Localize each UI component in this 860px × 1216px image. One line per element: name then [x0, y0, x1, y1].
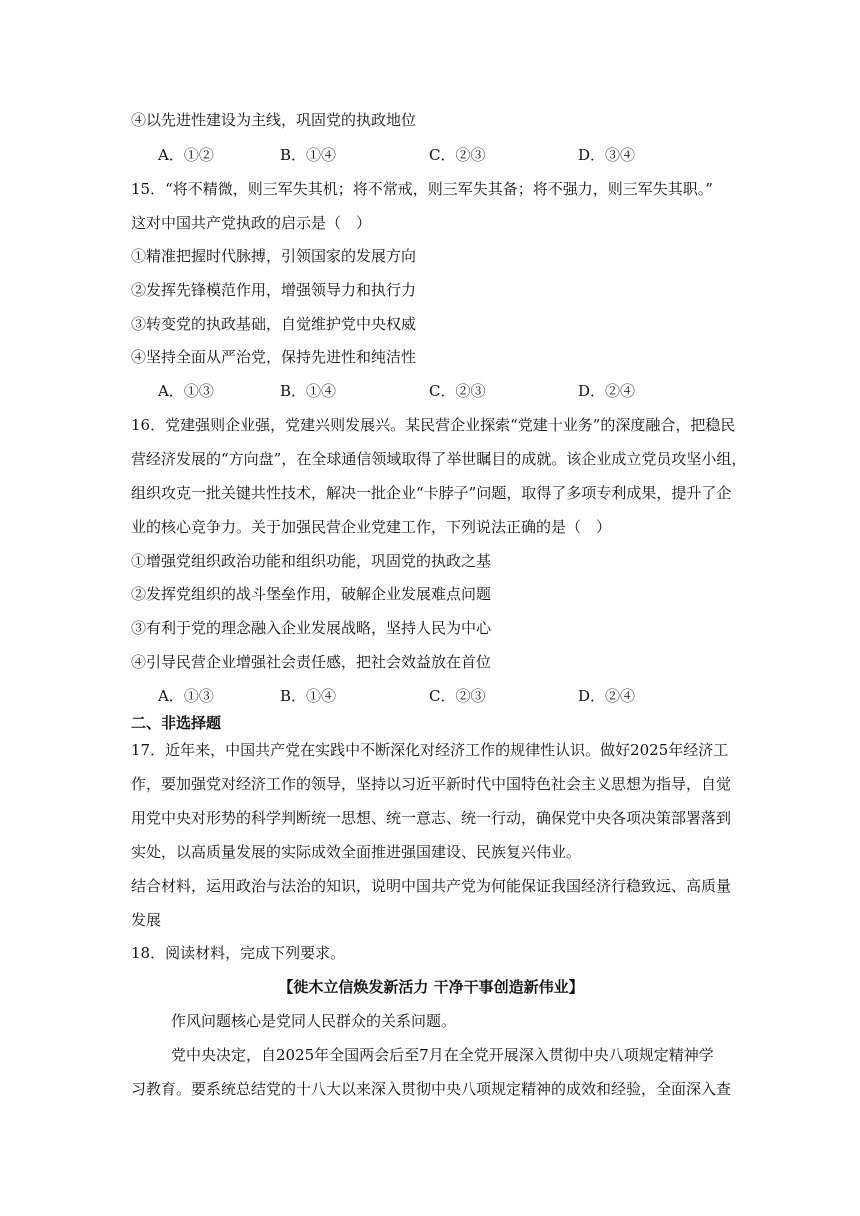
- q16-item-2: ②发挥党组织的战斗堡垒作用，破解企业发展难点问题: [131, 585, 492, 603]
- q18-para-2-line-2: 习教育。要系统总结党的十八大以来深入贯彻中央八项规定精神的成效和经验，全面深入查: [131, 1080, 732, 1098]
- q14-option-c[interactable]: C．②③: [429, 146, 486, 164]
- q15-stem-line-1: 15．“将不精微，则三军失其机；将不常戒，则三军失其备；将不强力，则三军失其职。”: [131, 180, 713, 198]
- q17-stem-line-4: 实处，以高质量发展的实际成效全面推进强国建设、民族复兴伟业。: [131, 843, 582, 861]
- q14-option-a[interactable]: A．①②: [158, 146, 214, 164]
- q16-item-3: ③有利于党的理念融入企业发展战略，坚持人民为中心: [131, 619, 492, 637]
- q17-task-line-1: 结合材料，运用政治与法治的知识，说明中国共产党为何能保证我国经济行稳致远、高质量: [131, 877, 732, 895]
- q16-stem-line-2: 营经济发展的“方向盘”，在全球通信领域取得了举世瞩目的成就。该企业成立党员攻坚小组，: [131, 450, 747, 468]
- q17-stem-line-3: 用党中央对形势的科学判断统一思想、统一意志、统一行动，确保党中央各项决策部署落到: [131, 809, 732, 827]
- q15-option-d[interactable]: D．②④: [578, 382, 636, 400]
- q18-stem: 18．阅读材料，完成下列要求。: [131, 944, 346, 962]
- section-2-heading: 二、非选择题: [131, 714, 222, 732]
- q16-stem-line-1: 16．党建强则企业强，党建兴则发展兴。某民营企业探索“党建十业务”的深度融合，把稳民: [131, 416, 736, 434]
- q15-item-3: ③转变党的执政基础，自觉维护党中央权威: [131, 315, 417, 333]
- q16-stem-line-4: 业的核心竞争力。关于加强民营企业党建工作，下列说法正确的是（ ）: [131, 518, 612, 536]
- q15-options: [158, 381, 718, 401]
- q15-item-4: ④坚持全面从严治党，保持先进性和纯洁性: [131, 348, 417, 366]
- q16-option-b[interactable]: B．①④: [280, 687, 337, 705]
- q15-option-c[interactable]: C．②③: [429, 382, 486, 400]
- q15-stem-line-2: 这对中国共产党执政的启示是（ ）: [131, 214, 372, 232]
- q16-option-c[interactable]: C．②③: [429, 687, 486, 705]
- q14-option-b[interactable]: B．①④: [280, 146, 337, 164]
- q16-options: [158, 686, 718, 706]
- q17-task-line-2: 发展: [131, 911, 162, 929]
- q15-item-2: ②发挥先锋模范作用，增强领导力和执行力: [131, 281, 417, 299]
- q16-item-4: ④引导民营企业增强社会责任感，把社会效益放在首位: [131, 653, 492, 671]
- q14-options: [158, 145, 718, 165]
- q16-item-1: ①增强党组织政治功能和组织功能，巩固党的执政之基: [131, 552, 492, 570]
- q17-stem-line-1: 17．近年来，中国共产党在实践中不断深化对经济工作的规律性认识。做好2025年经济工: [131, 741, 729, 759]
- q15-item-1: ①精准把握时代脉搏，引领国家的发展方向: [131, 247, 417, 265]
- q14-option-d[interactable]: D．③④: [578, 146, 636, 164]
- q18-para-2-line-1: 党中央决定，自2025年全国两会后至7月在全党开展深入贯彻中央八项规定精神学: [171, 1046, 714, 1064]
- q16-option-a[interactable]: A．①③: [158, 687, 214, 705]
- q14-item-4: ④以先进性建设为主线，巩固党的执政地位: [131, 111, 417, 129]
- q17-stem-line-2: 作，要加强党对经济工作的领导，坚持以习近平新时代中国特色社会主义思想为指导，自觉: [131, 775, 732, 793]
- q15-option-b[interactable]: B．①④: [280, 382, 337, 400]
- q15-option-a[interactable]: A．①③: [158, 382, 214, 400]
- q16-stem-line-3: 组织攻克一批关键共性技术，解决一批企业“卡脖子”问题，取得了多项专利成果，提升了企: [131, 484, 732, 502]
- q16-option-d[interactable]: D．②④: [578, 687, 636, 705]
- q18-material-title: 【徙木立信焕发新活力 干净干事创造新伟业】: [278, 978, 584, 996]
- q18-para-1: 作风问题核心是党同人民群众的关系问题。: [171, 1012, 457, 1030]
